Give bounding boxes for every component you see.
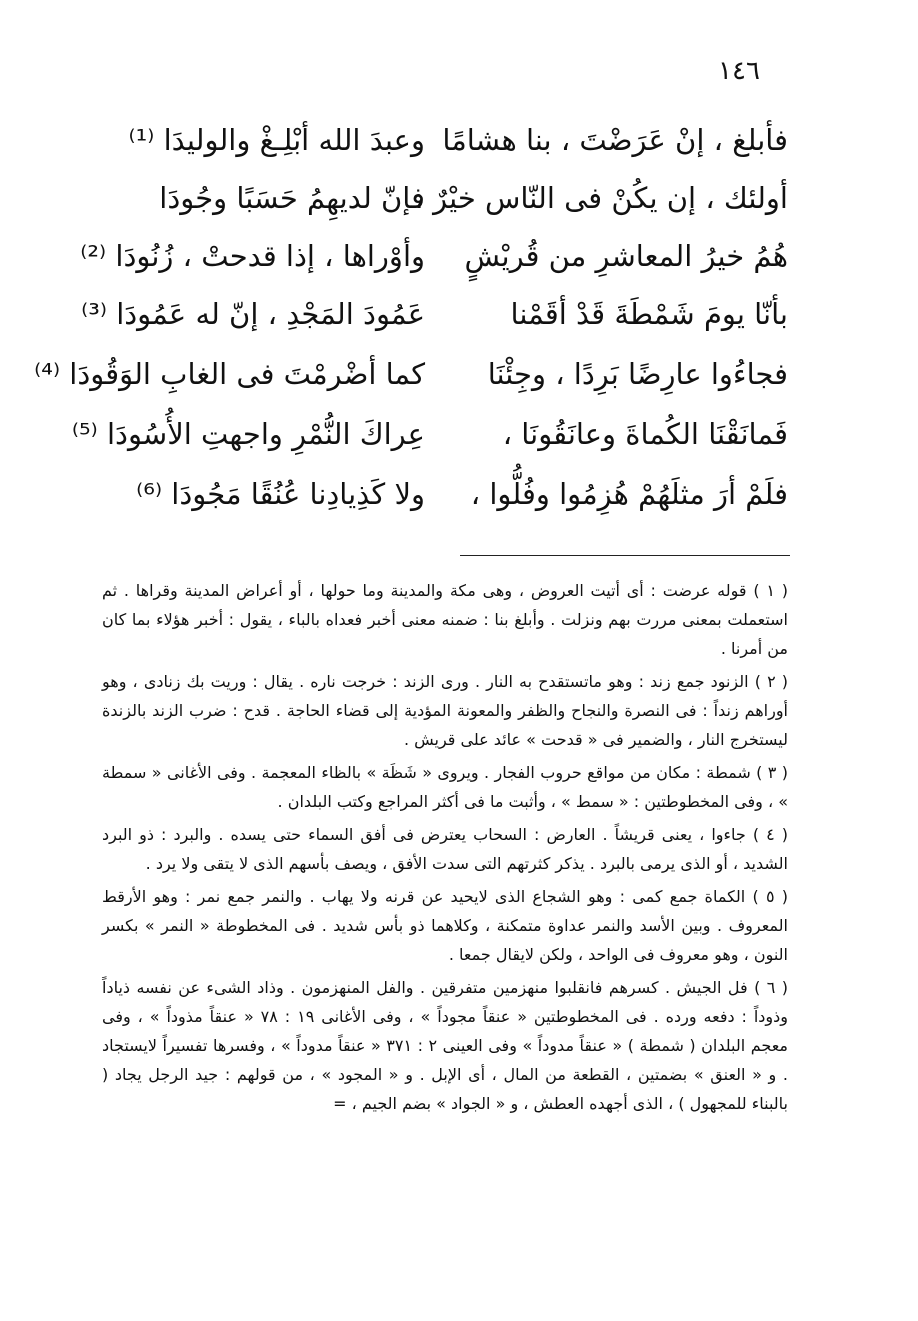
- footnote-divider: [460, 555, 790, 556]
- footnote-text: جاءوا ، يعنى قريشاً . العارض : السحاب يعترض فى أفق السماء حتى يسده . والبرد : ذو البرد الشديد ، أو الذى يرمى بالبرد . يذكر كثرتهم التى سدت الأفق ، ويصف بأسهم الذى لا يتقى ولا يرد .: [102, 825, 788, 873]
- footnote-5: [102, 882, 788, 969]
- verse-4: [81, 286, 788, 342]
- page-number: ١٤٦: [718, 56, 760, 86]
- verse-4-second-hemistich: عَمُودَ المَجْدِ ، إنّ له عَمُودَا ⁽³⁾: [81, 297, 425, 331]
- footnote-number: ( ٣ ): [756, 763, 789, 782]
- verse-7-second-hemistich: ولا كَذِيادِنا عُنُقًا مَجُودَا ⁽⁶⁾: [136, 477, 425, 511]
- verse-7: [88, 466, 788, 522]
- verse-2: [88, 170, 788, 226]
- verse-7-first-hemistich: فلَمْ أرَ مثلَهُمْ هُزِمُوا وفُلُّوا ،: [470, 477, 788, 511]
- verse-1-second-hemistich: وعبدَ الله أبْلِـغْ والوليدَا ⁽¹⁾: [128, 123, 425, 157]
- verse-2-first-hemistich: أولئك ، إن يكُنْ فى النّاس خيْرٌ ،: [414, 181, 788, 215]
- verse-3-first-hemistich: هُمُ خيرُ المعاشرِ من قُريْشٍ: [464, 239, 788, 273]
- footnote-text: فل الجيش . كسرهم فانقلبوا منهزمين متفرقين . والفل المنهزمون . وذاد الشىء عن نفسه ذياداً وذوداً : دفعه ورده . فى المخطوطتين « عنقاً مجوداً » ، وفى الأغانى ١٩ : ٧٨ « عنقاً مذوداً » ، وفى معجم البلدان ( شمطة ) « عنقاً مدوداً » وفى العينى ٢ : ٣٧١ « عنقاً مدوداً » ، وفسرها تفسيراً لايستجاد . و « العنق » بضمتين ، القطعة من المال ، أى الإبل . و « المجود » ، من قولهم : جيد الرجل يجاد ( بالبناء للمجهول ) ، الذى أجهده العطش ، و « الجواد » بضم الجيم ، =: [102, 978, 789, 1113]
- footnote-number: ( ٥ ): [752, 887, 789, 906]
- footnote-number: ( ٦ ): [754, 978, 789, 997]
- footnote-2: [102, 667, 788, 754]
- verse-5-first-hemistich: فجاءُوا عارِضًا بَرِدًا ، وجِئْنَا: [487, 357, 788, 391]
- verse-2-second-hemistich: فإنّ لديهِمُ حَسَبًا وجُودَا: [159, 181, 425, 215]
- verse-1: [88, 112, 788, 168]
- verse-6-first-hemistich: فَمانَقْنَا الكُماةَ وعانَقُونَا ،: [502, 417, 788, 451]
- verse-6: [71, 406, 788, 462]
- footnote-number: ( ١ ): [753, 581, 788, 600]
- verse-3: [80, 228, 788, 284]
- footnote-4: [102, 820, 788, 878]
- footnote-number: ( ٢ ): [754, 672, 789, 691]
- verse-3-second-hemistich: وأوْراها ، إذا قدحتْ ، زُنُودَا ⁽²⁾: [80, 239, 425, 273]
- verse-6-second-hemistich: عِراكَ النُّمْرِ واجهتِ الأُسُودَا ⁽⁵⁾: [71, 417, 425, 451]
- footnote-text: الزنود جمع زند : وهو ماتستقدح به النار . ورى الزند : خرجت ناره . يقال : وريت بك زنادى ، وهو أوراهم زنداً : فى النصرة والنجاح والظفر والمعونة المؤدية إلى قضاء الحاجة . قدح : ضرب الزند بالزندة ليستخرج النار ، والضمير فى « قدحت » عائد على قريش .: [102, 672, 788, 749]
- footnotes: [102, 576, 788, 1122]
- poem: [34, 112, 788, 542]
- verse-5-second-hemistich: كما أضْرمْتَ فى الغابِ الوَقُودَا ⁽⁴⁾: [34, 357, 425, 391]
- footnote-number: ( ٤ ): [752, 825, 789, 844]
- verse-1-first-hemistich: فأبلغ ، إنْ عَرَضْتَ ، بنا هشامًا: [442, 123, 788, 157]
- footnote-text: الكماة جمع كمى : وهو الشجاع الذى لايحيد عن قرنه ولا يهاب . والنمر جمع نمر : وهو الأرقط المعروف . وبين الأسد والنمر عداوة متمكنة ، وكلاهما ذو بأس شديد . فى المخطوطة « النمر » بكسر النون ، وهو معروف فى الواحد ، ولكن لايقال جمعا .: [102, 887, 788, 964]
- footnote-3: [102, 758, 788, 816]
- footnote-1: [102, 576, 788, 663]
- verse-5: [34, 346, 788, 402]
- verse-4-first-hemistich: بأنّا يومَ شَمْطَةَ قَدْ أقَمْنا: [510, 297, 788, 331]
- footnote-text: قوله عرضت : أى أتيت العروض ، وهى مكة والمدينة وما حولها ، أو أعراض المدينة وقراها . ثم استعملت بمعنى مررت بهم ونزلت . وأبلغ بنا : ضمنه معنى أخبر فعداه بالباء ، يقول : أخبر هؤلاء بما كان من أمرنا .: [102, 581, 788, 658]
- footnote-text: شمطة : مكان من مواقع حروب الفجار . ويروى « شَظَة » بالظاء المعجمة . وفى الأغانى « سمطة » ، وفى المخطوطتين : « سمط » ، وأثبت ما فى أكثر المراجع وكتب البلدان .: [102, 763, 788, 811]
- footnote-6: [102, 973, 788, 1118]
